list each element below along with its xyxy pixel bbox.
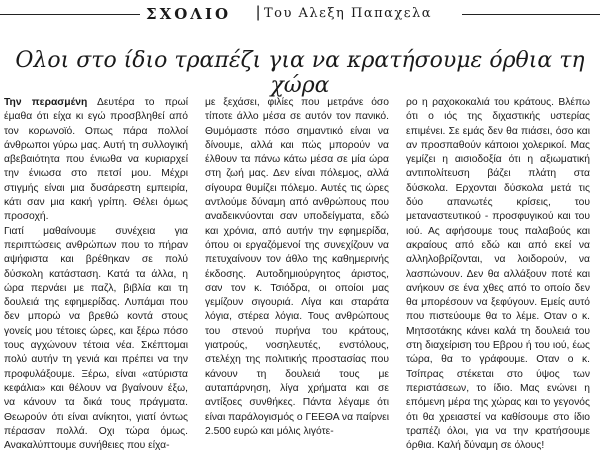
paragraph: με ξεχάσει, φιλίες που μετράνε όσο τίποτε άλλο μέσα σε αυτόν τον πανικό. Θυμόμαστε πόσο σημαντικό είναι να δίνουμε, αλλά και πώς μπορούν να έλθουν τα πάνω κάτω μέσα σε μία ώρα στη ζωή μας. Δεν είναι πόλεμος, αλλά σίγουρα θυμίζει πόλεμο. Αυτές τις ώρες αντλούμε δύναμη από ανθρώπους που αναδεικνύονται σαν υποδείγματα, εδώ και χρόνια, από αυτήν την εφημερίδα, όπου οι εργαζόμενοί της συνεχίζουν να πετυχαίνουν τον άθλο της καθημερινής έκδοσης. Αυτοδημιούργητος άριστος, σαν τον κ. Τσιόδρα, οι οποίοι μας γεμίζουν σιγουριά. Λίγα και σταράτα λόγια, στέρεα λόγια. Τους ανθρώπους του στενού πυρήνα του κράτους, γιατρούς, νοσηλευτές, ενστόλους, στελέχη της πολιτικής προστασίας που κάνουν τη δουλειά τους με αυταπάρνηση, λίγα χρήματα και σε αντίξοες συνθήκες. Πάντα λέγαμε ότι είναι παράλογισμός ο ΓΕΕΘΑ να παίρνει 2.500 ευρώ και μόλις λιγότε- [205,97,389,437]
header-separator: | [256,4,261,21]
article-body [4,96,600,452]
paragraph [4,96,188,225]
header-rule-left [0,14,140,15]
text-column-2 [205,96,389,439]
paragraph: Γιατί μαθαίνουμε συνέχεια για περιπτώσεις ανθρώπων που το πήραν αψήφιστα και βρέθηκαν σε πολύ δύσκολη κατάσταση. Κατά τα άλλα, η ώρα περνάει με παζλ, βιβλία και τη δουλειά της εφημερίδας. Λυπάμαι που δεν μπορώ να βρεθώ κοντά στους γονείς μου τέτοιες ώρες, και ξέρω πόσο τους αγχώνουν τέτοια νέα. Σκέπτομαι πολύ αυτήν τη γενιά και πρέπει να την προφυλάξουμε. Ξέρω, είναι «ατύριστα κεφάλια» και θέλουν να βγαίνουν έξω, να κάνουν τα δικά τους πράγματα. Θεωρούν ότι είναι ανίκητοι, γιατί όντως πέρασαν πολλά. Οχι τώρα όμως. Ανακαλύπτουμε συνήθειες που είχα- [4,225,188,452]
author-byline: Του Αλεξη Παπαχελα [264,6,433,21]
text-column-3 [406,96,590,453]
paragraph-text: Δευτέρα το πρωί έμαθα ότι είχα κι εγώ προσβληθεί από τον κορωνοϊό. Οπως πάρα πολλοί άνθρωποι γύρω μας. Αυτή τη συλλογική αβεβαιότητα που ένιωθα να κυριαρχεί την ένιωσα στο πετσί μου. Μέχρι στιγμής είναι μια δυσάρεστη εμπειρία, κάτι σαν μια κακή γρίπη. Θέλει όμως προσοχή. [4,97,188,223]
article-title: Ολοι στο ίδιο τραπέζι για να κρατήσουμε όρθια τη χώρα [15,48,585,98]
paragraph: ρο η ραχοκοκαλιά του κράτους. Βλέπω ότι ο ιός της διχαστικής υστερίας επιμένει. Σε εμάς δεν θα πιάσει, όσο και αν προσπαθούν κάποιοι χολερικοί. Μας γεμίζει η αισιοδοξία ότι η αξιωματική αντιπολίτευση βάζει πλάτη στα δύσκολα. Ερχονται δύσκολα μετά τις δύο απανωτές κρίσεις, του μεταναστευτικού - προσφυγικού και του ιού. Ας αφήσουμε τους παλαβούς και ακραίους από εδώ και από εκεί να αλληλοβρίζονται, να λοιδορούν, να λασπώνουν. Δεν θα αλλάξουν ποτέ και ανήκουν σε ένα χθες από το οποίο δεν θα μπορέσουν να ξεφύγουν. Εμείς αυτό που πιστεύουμε θα το λέμε. Οταν ο κ. Μητσοτάκης κάνει καλά τη δουλειά του στη διαχείριση του Εβρου ή του ιού, έως τώρα, θα το γράφουμε. Οταν ο κ. Τσίπρας στέκεται στο ύψος των περιστάσεων, το ίδιο. Μας ενώνει η επόμενη μέρα της χώρας και το γεγονός ότι θα χρειαστεί να καθίσουμε στο ίδιο τραπέζι όλοι, για να την κρατήσουμε όρθια. Καλή δύναμη σε όλους! [406,97,590,452]
lead-words: Την περασμένη [4,97,88,108]
text-column-1 [4,96,188,453]
column-header [0,0,600,28]
section-label: ΣΧΟΛΙΟ [146,5,232,23]
header-rule-right [462,14,600,15]
